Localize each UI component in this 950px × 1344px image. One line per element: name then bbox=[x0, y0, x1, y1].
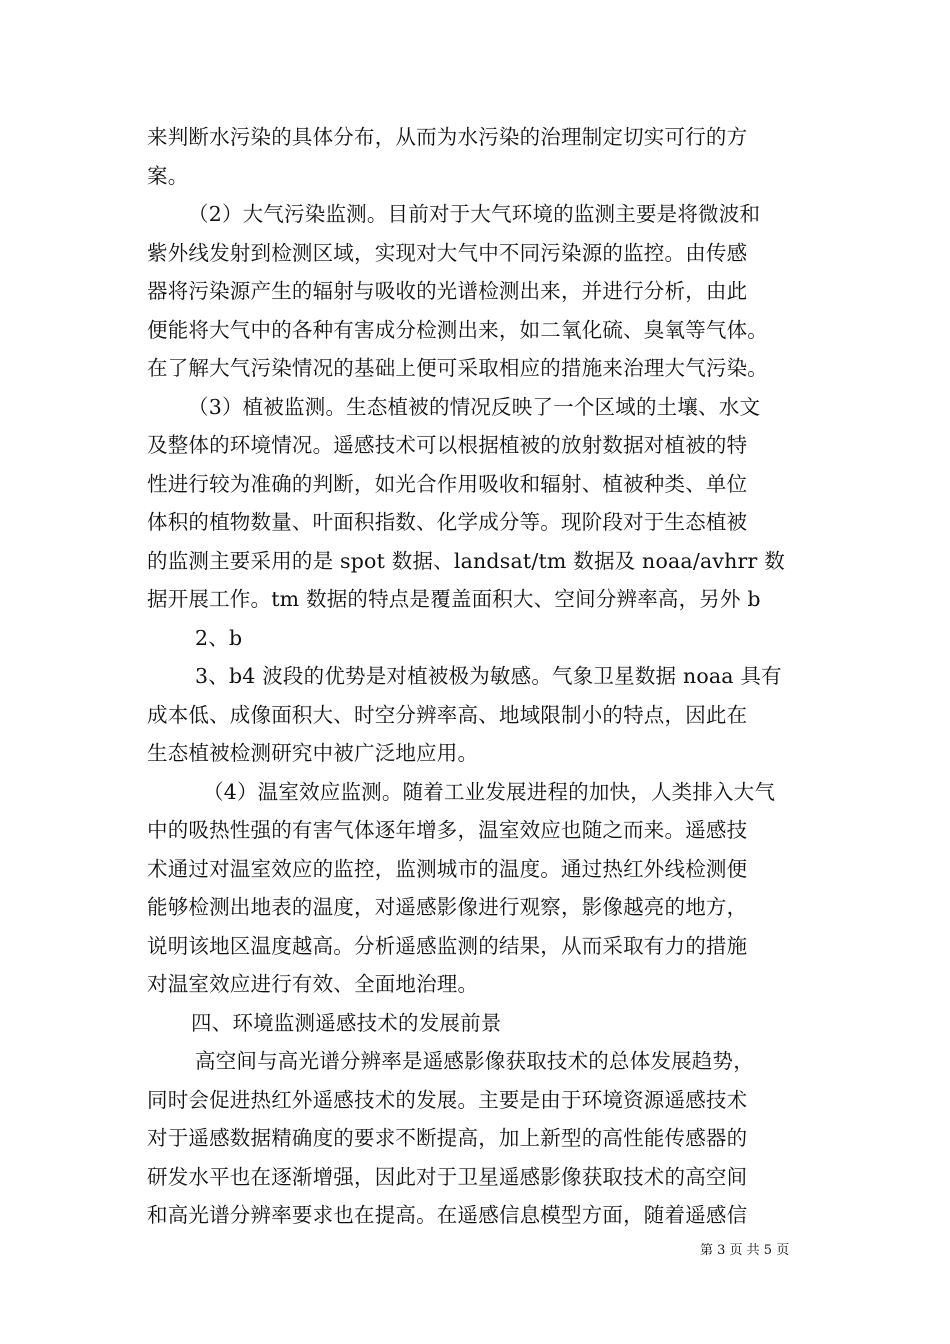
paragraph-start-line: 2、b bbox=[195, 625, 243, 650]
text-line: 器将污染源产生的辐射与吸收的光谱检测出来，并进行分析，由此 bbox=[147, 279, 748, 303]
paragraph-start-line: （2）大气污染监测。目前对于大气环境的监测主要是将微波和 bbox=[188, 202, 761, 226]
text-line: 和高光谱分辨率要求也在提高。在遥感信息模型方面，随着遥感信 bbox=[147, 1203, 748, 1227]
paragraph-start-line: （4）温室效应监测。随着工业发展进程的加快，人类排入大气 bbox=[203, 779, 776, 804]
paragraph-start-line: 3、b4 波段的优势是对植被极为敏感。气象卫星数据 noaa 具有 bbox=[195, 664, 782, 688]
text-line: 的监测主要采用的是 spot 数据、landsat/tm 数据及 noaa/avhrr 数 bbox=[147, 548, 785, 573]
text-line: 术通过对温室效应的监控，监测城市的温度。通过热红外线检测便 bbox=[147, 856, 748, 881]
paragraph-start-line: 高空间与高光谱分辨率是遥感影像获取技术的总体发展趋势， bbox=[195, 1049, 754, 1073]
text-line: 对温室效应进行有效、全面地治理。 bbox=[147, 972, 479, 996]
text-line: 紫外线发射到检测区域，实现对大气中不同污染源的监控。由传感 bbox=[147, 240, 748, 265]
page-number: 第 3 页 共 5 页 bbox=[700, 1243, 790, 1258]
text-line: 性进行较为准确的判断，如光合作用吸收和辐射、植被种类、单位 bbox=[147, 471, 748, 496]
text-line: 体积的植物数量、叶面积指数、化学成分等。现阶段对于生态植被 bbox=[147, 510, 748, 534]
text-line: 及整体的环境情况。遥感技术可以根据植被的放射数据对植被的特 bbox=[147, 433, 748, 457]
text-line: 成本低、成像面积大、时空分辨率高、地域限制小的特点，因此在 bbox=[147, 702, 748, 727]
text-line: 案。 bbox=[147, 163, 189, 188]
text-line: 便能将大气中的各种有害成分检测出来，如二氧化硫、臭氧等气体。 bbox=[147, 317, 768, 342]
section-heading: 四、环境监测遥感技术的发展前景 bbox=[191, 1010, 502, 1035]
text-line: 能够检测出地表的温度，对遥感影像进行观察，影像越亮的地方， bbox=[147, 895, 748, 919]
text-line: 据开展工作。tm 数据的特点是覆盖面积大、空间分辨率高，另外 b bbox=[147, 587, 761, 611]
text-line: 说明该地区温度越高。分析遥感监测的结果，从而采取有力的措施 bbox=[147, 933, 748, 958]
text-line: 中的吸热性强的有害气体逐年增多，温室效应也随之而来。遥感技 bbox=[147, 818, 748, 842]
text-line: 研发水平也在逐渐增强，因此对于卫星遥感影像获取技术的高空间 bbox=[147, 1164, 748, 1189]
text-line: 来判断水污染的具体分布，从而为水污染的治理制定切实可行的方 bbox=[147, 125, 748, 149]
paragraph-start-line: （3）植被监测。生态植被的情况反映了一个区域的土壤、水文 bbox=[188, 394, 761, 419]
text-line: 生态植被检测研究中被广泛地应用。 bbox=[147, 741, 479, 765]
text-line: 对于遥感数据精确度的要求不断提高，加上新型的高性能传感器的 bbox=[147, 1126, 748, 1150]
document-body bbox=[147, 118, 812, 1235]
text-line: 在了解大气污染情况的基础上便可采取相应的措施来治理大气污染。 bbox=[147, 356, 768, 380]
text-line: 同时会促进热红外遥感技术的发展。主要是由于环境资源遥感技术 bbox=[147, 1087, 748, 1112]
